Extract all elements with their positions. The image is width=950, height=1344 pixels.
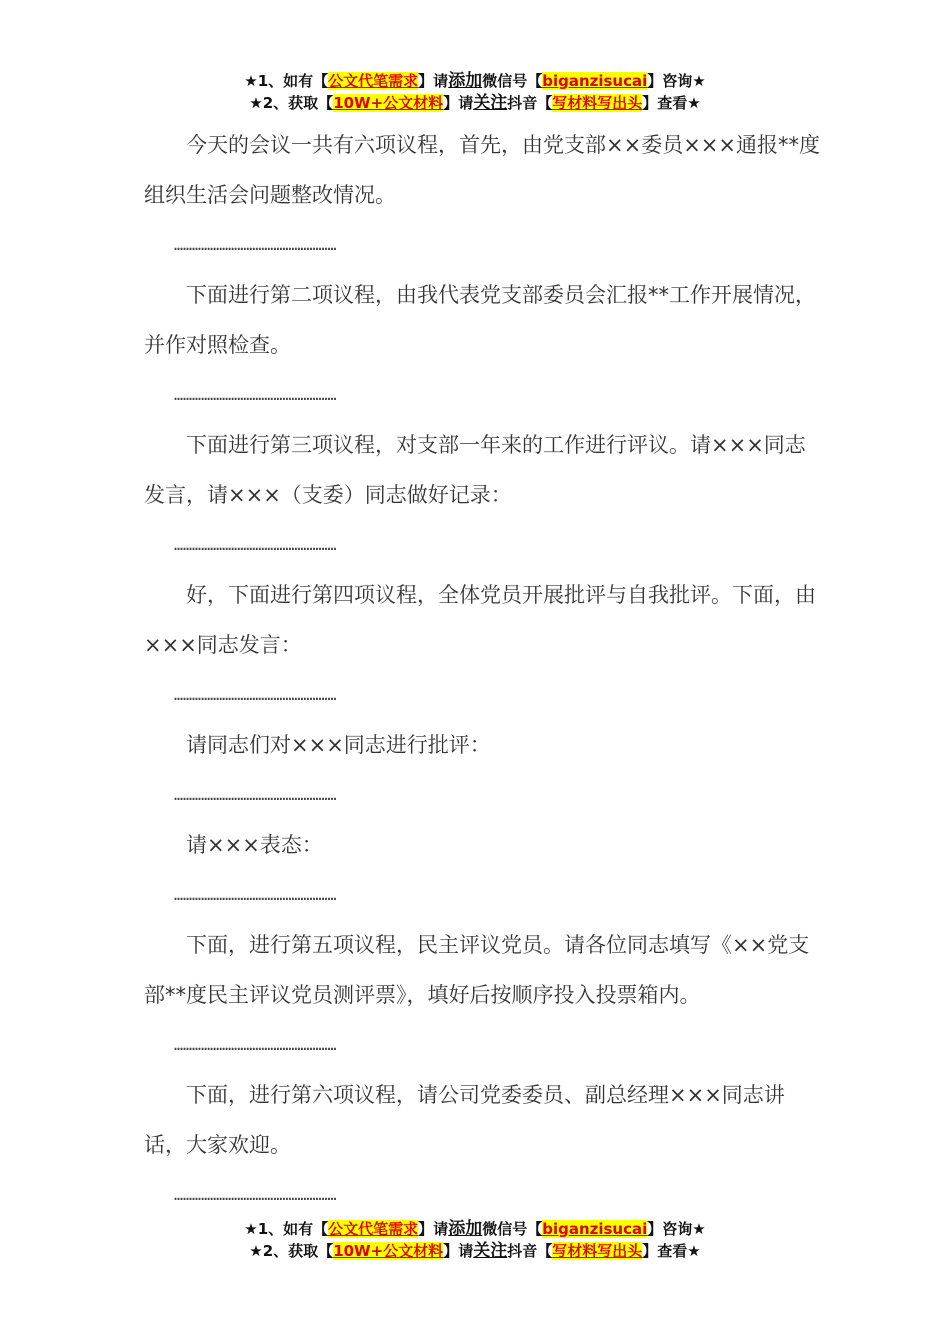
paragraph: 好，下面进行第四项议程，全体党员开展批评与自我批评。下面，由×××同志发言： [144,583,816,657]
ellipsis-line: ……………………………………………… [174,236,337,254]
banner-text: 】咨询★ [647,72,706,90]
banner-text: ★2、获取【 [249,1242,334,1260]
paragraph: 请×××表态： [186,833,323,857]
banner-line-2 [0,1240,950,1262]
ellipsis-line: ……………………………………………… [174,1036,337,1054]
banner-highlight: 公文代笔需求 [328,1220,419,1238]
banner-text: ★1、如有【 [244,1220,329,1238]
banner-text: 】查看★ [642,94,701,112]
banner-text: 】请 [443,94,474,112]
banner-text: ★2、获取【 [249,94,334,112]
paragraph: 请同志们对×××同志进行批评： [186,733,491,757]
banner-highlight-douyin: 写材料写出头 [552,94,643,112]
banner-highlight-wechat: biganzisucai [542,72,648,90]
banner-text: 】咨询★ [647,1220,706,1238]
banner-text: ★1、如有【 [244,72,329,90]
banner-underlined: 添加 [448,1219,483,1239]
paragraph: 下面进行第三项议程，对支部一年来的工作进行评议。请×××同志发言，请×××（支委）同志做好记录： [144,433,806,507]
document-body [144,120,824,1220]
paragraph: 今天的会议一共有六项议程，首先，由党支部××委员×××通报**度组织生活会问题整改情况。 [144,133,820,207]
ellipsis-line: ……………………………………………… [174,886,337,904]
banner-underlined: 关注 [473,93,508,113]
banner-text: 】请 [418,72,449,90]
paragraph: 下面，进行第六项议程，请公司党委委员、副总经理×××同志讲话，大家欢迎。 [144,1083,785,1157]
banner-text: 】查看★ [642,1242,701,1260]
banner-highlight: 10W+公文材料 [333,1242,444,1260]
banner-text: 抖音【 [507,1242,553,1260]
banner-text: 抖音【 [507,94,553,112]
ellipsis-line: ……………………………………………… [174,686,337,704]
banner-underlined: 添加 [448,71,483,91]
banner-line-2 [0,92,950,114]
banner-text: 】请 [443,1242,474,1260]
banner-underlined: 关注 [473,1241,508,1261]
banner-text: 微信号【 [482,72,543,90]
banner-highlight: 10W+公文材料 [333,94,444,112]
footer-banner [0,1218,950,1262]
ellipsis-line: ……………………………………………… [174,536,337,554]
ellipsis-line: ……………………………………………… [174,1186,337,1204]
paragraph: 下面进行第二项议程，由我代表党支部委员会汇报**工作开展情况，并作对照检查。 [144,283,816,357]
banner-text: 】请 [418,1220,449,1238]
ellipsis-line: ……………………………………………… [174,386,337,404]
banner-line-1 [0,70,950,92]
ellipsis-line: ……………………………………………… [174,786,337,804]
banner-highlight-douyin: 写材料写出头 [552,1242,643,1260]
paragraph: 下面，进行第五项议程，民主评议党员。请各位同志填写《××党支部**度民主评议党员测评票》，填好后按顺序投入投票箱内。 [144,933,810,1007]
banner-highlight: 公文代笔需求 [328,72,419,90]
banner-highlight-wechat: biganzisucai [542,1220,648,1238]
banner-text: 微信号【 [482,1220,543,1238]
banner-line-1 [0,1218,950,1240]
header-banner [0,70,950,114]
